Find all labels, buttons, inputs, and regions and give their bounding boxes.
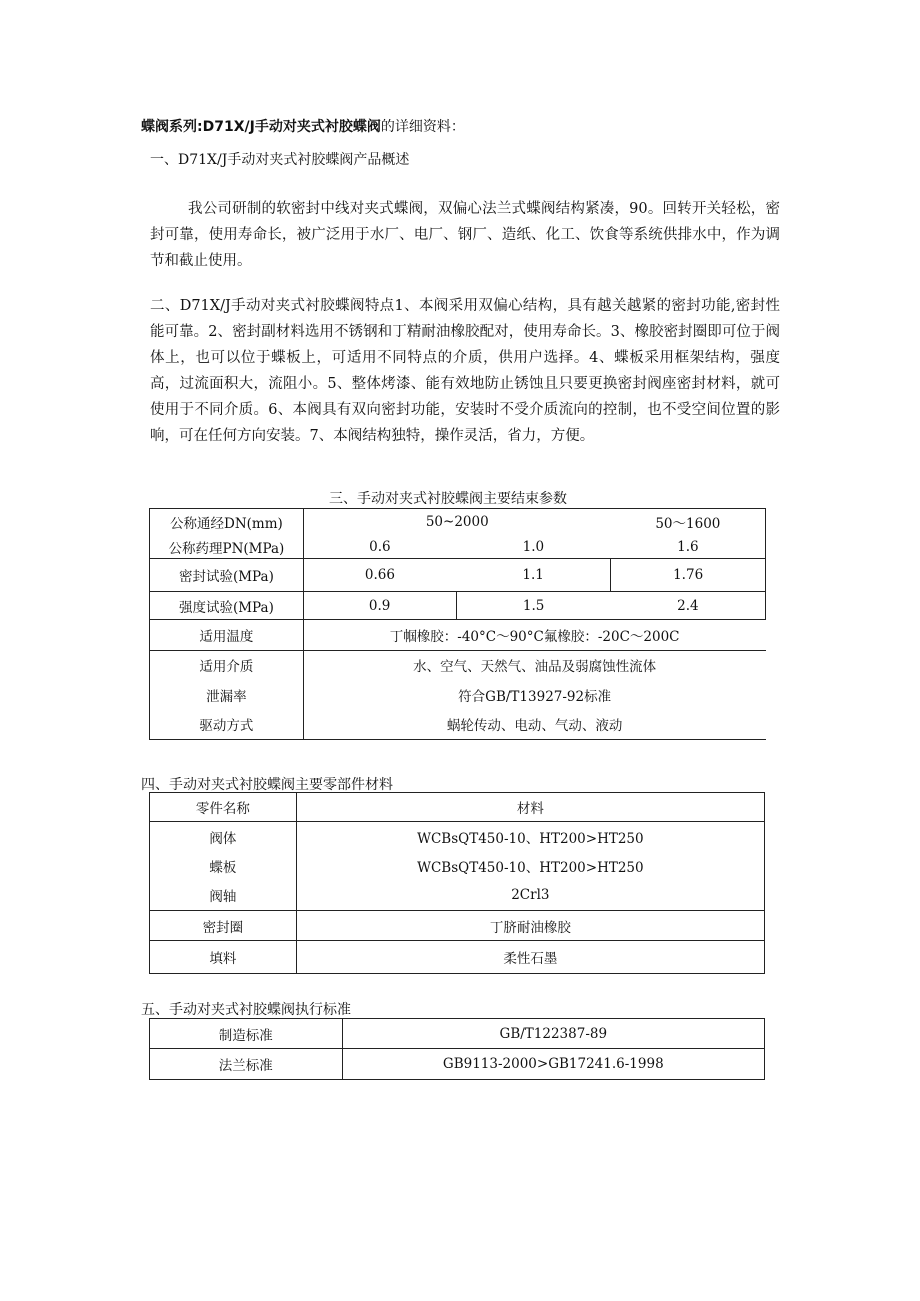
section5-title: 五、手动对夹式衬胶蝶阀执行标准 [141, 1002, 351, 1018]
temp-label: 适用温度 [199, 629, 254, 645]
seal-value-3-text: 1.76 [673, 567, 704, 583]
table-row-part [150, 881, 297, 911]
seal-value-3 [611, 559, 766, 592]
temp-value: 丁帼橡胶：-40°C～90°C氟橡胶：-20C～200C [389, 629, 680, 645]
section1-paragraph: 我公司研制的软密封中线对夹式蝶阀，双偏心法兰式蝶阀结构紧凑，90。回转开关轻松，密封可靠，使用寿命长，被广泛用于水厂、电厂、钢厂、造纸、化工、饮食等系统供排水中，作为调节和截止使用。 [150, 201, 780, 269]
standard-value: GB9113-2000>GB17241.6-1998 [442, 1056, 664, 1072]
dn-a-value: 50~2000 [425, 514, 489, 531]
medium-label: 适用介质 [199, 659, 254, 676]
standard-value: GB/T122387-89 [499, 1025, 608, 1042]
section1-title: 一、D71X/J手动对夹式衬胶蝶阀产品概述 [150, 152, 410, 168]
temp-value-cell [303, 620, 765, 651]
strength-value-1 [303, 592, 456, 620]
header-material: 材料 [516, 801, 544, 817]
table-row-material [296, 822, 764, 852]
section4-title: 四、手动对夹式衬胶蝶阀主要零部件材料 [141, 777, 393, 793]
standard-row-label [150, 1049, 343, 1080]
material-value: 柔性石墨 [503, 951, 558, 967]
dn-b-cell [611, 509, 766, 536]
dn-label: 公称通经DN(mm) [170, 516, 283, 533]
material-value: WCBsQT450-10、HT200>HT250 [417, 860, 644, 876]
standard-row-value [342, 1049, 764, 1080]
leak-value-cell [303, 680, 765, 710]
medium-value-cell [303, 651, 765, 680]
standards-table [149, 1018, 765, 1080]
pn-value-1-text: 0.6 [369, 538, 391, 555]
table-row-material [296, 941, 764, 974]
table-row-part [150, 941, 297, 974]
standard-label: 制造标准 [218, 1027, 273, 1044]
pn-value-3 [611, 536, 766, 559]
header-part-cell [150, 793, 297, 822]
strength-value-2 [456, 592, 611, 620]
header-material-cell [296, 793, 764, 822]
drive-label-cell [150, 710, 304, 740]
seal-value-1 [303, 559, 456, 592]
seal-label-cell [150, 559, 304, 592]
material-value: 2Crl3 [511, 887, 550, 904]
leak-label-cell [150, 680, 304, 710]
part-name: 蝶板 [209, 860, 237, 876]
pn-label: 公称药理PN(MPa) [168, 540, 285, 557]
strength-label-cell [150, 592, 304, 620]
table-row-part [150, 852, 297, 881]
material-value: 丁脐耐油橡胶 [489, 919, 571, 936]
page-title-bold: 蝶阀系列:D71X/J手动对夹式衬胶蝶阀 [141, 119, 381, 135]
part-name: 阀体 [209, 830, 237, 847]
drive-label: 驱动方式 [199, 718, 254, 735]
seal-value-2 [456, 559, 611, 592]
table-row-part [150, 822, 297, 852]
strength-value-2-text: 1.5 [522, 597, 545, 614]
page-title [141, 116, 465, 136]
pn-label-cell [150, 536, 304, 559]
drive-value: 蜗轮传动、电动、气动、液动 [446, 718, 623, 735]
table-row-material [296, 852, 764, 881]
pn-value-1 [303, 536, 456, 559]
strength-value-1-text: 0.9 [368, 597, 391, 614]
seal-value-2-text: 1.1 [522, 567, 544, 583]
seal-label: 密封试验(MPa) [178, 569, 274, 585]
dn-label-cell [150, 509, 304, 536]
material-value: WCBsQT450-10、HT200>HT250 [417, 830, 644, 847]
standard-row-label [150, 1019, 343, 1049]
strength-value-3-text: 2.4 [677, 597, 699, 614]
page-title-suffix: 的详细资料： [380, 119, 465, 135]
leak-value: 符合GB/T13927-92标准 [458, 688, 612, 705]
table-row-material [296, 911, 764, 941]
section3-title: 三、手动对夹式衬胶蝶阀主要结束参数 [329, 491, 567, 507]
table-row-material [296, 881, 764, 911]
standard-label: 法兰标准 [218, 1058, 273, 1074]
strength-value-3 [611, 592, 766, 620]
part-name: 填料 [209, 951, 237, 967]
leak-label: 泄漏率 [206, 688, 247, 705]
header-part: 零件名称 [195, 801, 250, 817]
dn-b-value: 50～1600 [655, 516, 721, 533]
part-name: 密封圈 [202, 919, 244, 936]
drive-value-cell [303, 710, 765, 740]
part-name: 阀轴 [209, 889, 237, 906]
section2-paragraph: 二、D71X/J手动对夹式衬胶蝶阀特点1、本阀采用双偏心结构，具有越关越紧的密封功能,密封性能可靠。2、密封副材料选用不锈钢和丁精耐油橡胶配对，使用寿命长。3、橡胶密封圈即可位于阀体上，也可以位于蝶板上，可适用不同特点的介质，供用户选择。4、蝶板采用框架结构，强度高，过流面积大，流阻小。5、整体烤漆、能有效地防止锈蚀且只要更换密封阀座密封材料，就可使用于不同介质。6、本阀具有双向密封功能，安装时不受介质流向的控制，也不受空间位置的影响，可在任何方向安装。7、本阀结构独特，操作灵活，省力，方便。 [150, 298, 780, 444]
standard-row-value [342, 1019, 764, 1049]
pn-value-3-text: 1.6 [677, 538, 699, 555]
medium-label-cell [150, 651, 304, 680]
seal-value-1-text: 0.66 [364, 567, 395, 583]
dn-a-cell [303, 509, 610, 536]
temp-label-cell [150, 620, 304, 651]
medium-value: 水、空气、天然气、油品及弱腐蚀性流体 [413, 659, 657, 676]
pn-value-2 [456, 536, 611, 559]
table-row-part [150, 911, 297, 941]
materials-table [149, 792, 765, 974]
strength-label: 强度试验(MPa) [178, 599, 274, 616]
pn-value-2-text: 1.0 [522, 538, 545, 555]
parameter-table [149, 508, 766, 740]
